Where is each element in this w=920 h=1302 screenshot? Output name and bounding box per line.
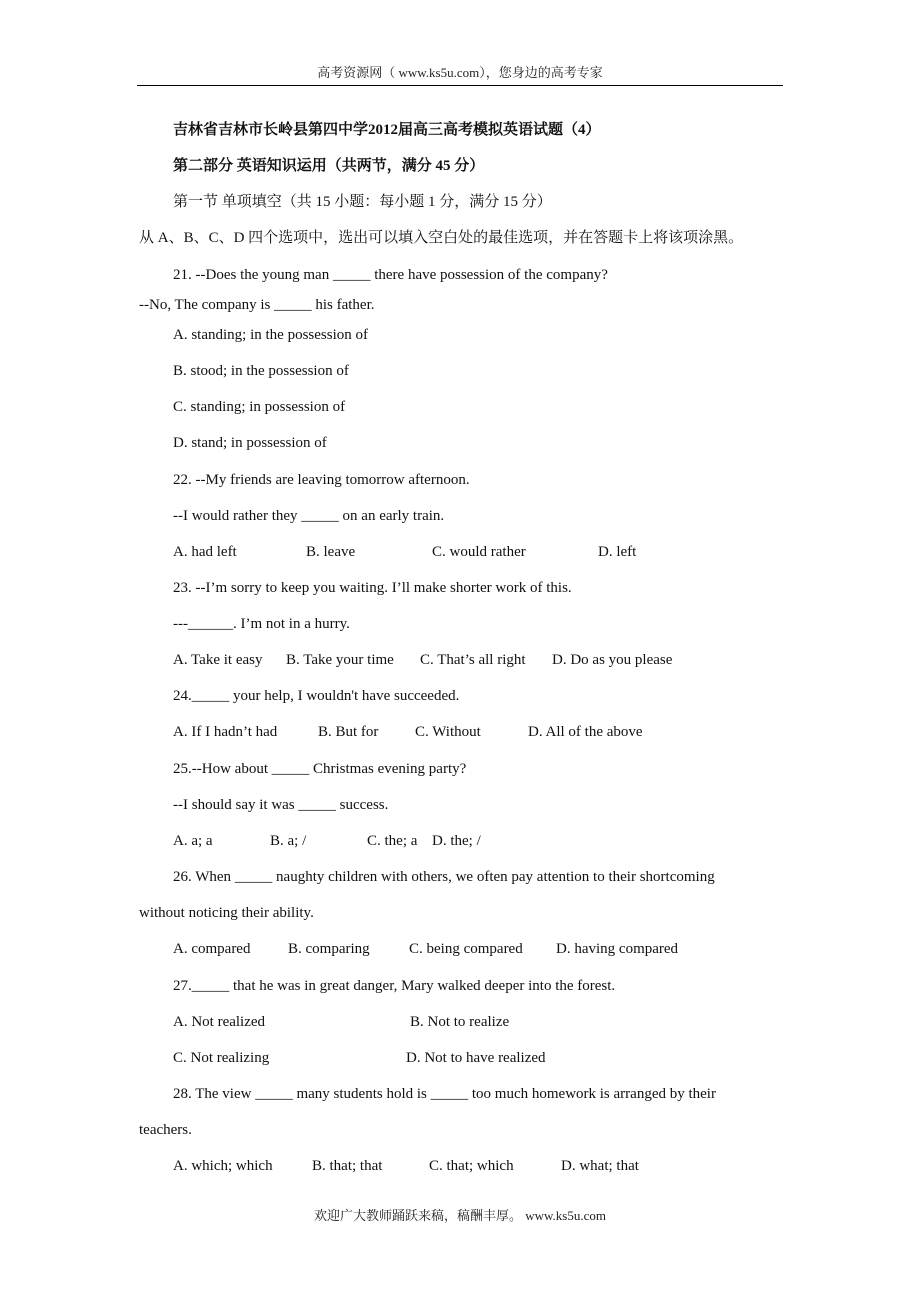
part-heading: 第二部分 英语知识运用（共两节，满分 45 分） — [173, 158, 485, 174]
question-22-option-d: D. left — [598, 544, 637, 560]
question-28-option-c: C. that; which — [429, 1158, 514, 1174]
question-25-stem: 25.--How about _____ Christmas evening party? — [173, 761, 467, 777]
question-26-stem: 26. When _____ naughty children with others, we often pay attention to their shortcoming — [173, 869, 715, 885]
question-23-stem: 23. --I’m sorry to keep you waiting. I’ll make shorter work of this. — [173, 580, 572, 596]
question-25-option-c: C. the; a — [367, 833, 418, 849]
question-24-option-b: B. But for — [318, 724, 379, 740]
question-27-option-d: D. Not to have realized — [406, 1050, 546, 1066]
question-25-option-a: A. a; a — [173, 833, 213, 849]
question-25-option-d: D. the; / — [432, 833, 481, 849]
question-28-stem-continued: teachers. — [139, 1122, 192, 1138]
page-header: 高考资源网（ www.ks5u.com），您身边的高考专家 — [317, 65, 603, 80]
question-23-option-a: A. Take it easy — [173, 652, 263, 668]
question-21-option-b: B. stood; in the possession of — [173, 363, 349, 379]
question-24-option-a: A. If I hadn’t had — [173, 724, 278, 740]
question-25-option-b: B. a; / — [270, 833, 307, 849]
question-21-option-c: C. standing; in possession of — [173, 399, 346, 415]
question-26-option-d: D. having compared — [556, 941, 679, 957]
question-22-stem: 22. --My friends are leaving tomorrow afternoon. — [173, 472, 470, 488]
question-27-stem: 27._____ that he was in great danger, Mary walked deeper into the forest. — [173, 978, 616, 994]
question-24-stem: 24._____ your help, I wouldn't have succeeded. — [173, 688, 460, 704]
question-24-option-d: D. All of the above — [528, 724, 643, 740]
question-21-option-a: A. standing; in the possession of — [173, 327, 368, 343]
page-footer: 欢迎广大教师踊跃来稿，稿酬丰厚。 www.ks5u.com — [313, 1208, 606, 1223]
section-heading: 第一节 单项填空（共 15 小题：每小题 1 分，满分 15 分） — [173, 194, 552, 210]
question-21-stem: 21. --Does the young man _____ there have possession of the company? — [173, 267, 608, 283]
question-22-response: --I would rather they _____ on an early train. — [173, 508, 445, 524]
document-title: 吉林省吉林市长岭县第四中学2012届高三高考模拟英语试题（4） — [173, 122, 601, 138]
question-23-response: ---______. I’m not in a hurry. — [173, 616, 350, 632]
question-26-option-a: A. compared — [173, 941, 251, 957]
question-28-stem: 28. The view _____ many students hold is _____ too much homework is arranged by their — [173, 1086, 716, 1102]
question-28-option-d: D. what; that — [561, 1158, 639, 1174]
question-28-option-a: A. which; which — [173, 1158, 273, 1174]
question-26-option-c: C. being compared — [409, 941, 523, 957]
question-28-option-b: B. that; that — [312, 1158, 383, 1174]
question-21-option-d: D. stand; in possession of — [173, 435, 327, 451]
question-26-option-b: B. comparing — [288, 941, 370, 957]
question-22-option-a: A. had left — [173, 544, 237, 560]
header-divider — [137, 85, 783, 86]
question-24-option-c: C. Without — [415, 724, 481, 740]
question-22-option-b: B. leave — [306, 544, 356, 560]
question-25-response: --I should say it was _____ success. — [173, 797, 389, 813]
question-23-option-c: C. That’s all right — [420, 652, 526, 668]
question-23-option-d: D. Do as you please — [552, 652, 673, 668]
question-27-option-b: B. Not to realize — [410, 1014, 510, 1030]
question-21-response: --No, The company is _____ his father. — [139, 297, 375, 313]
question-22-option-c: C. would rather — [432, 544, 526, 560]
question-26-stem-continued: without noticing their ability. — [139, 905, 314, 921]
question-23-option-b: B. Take your time — [286, 652, 394, 668]
question-27-option-a: A. Not realized — [173, 1014, 266, 1030]
instructions: 从 A、B、C、D 四个选项中，选出可以填入空白处的最佳选项，并在答题卡上将该项涂黑。 — [139, 230, 744, 246]
question-27-option-c: C. Not realizing — [173, 1050, 270, 1066]
